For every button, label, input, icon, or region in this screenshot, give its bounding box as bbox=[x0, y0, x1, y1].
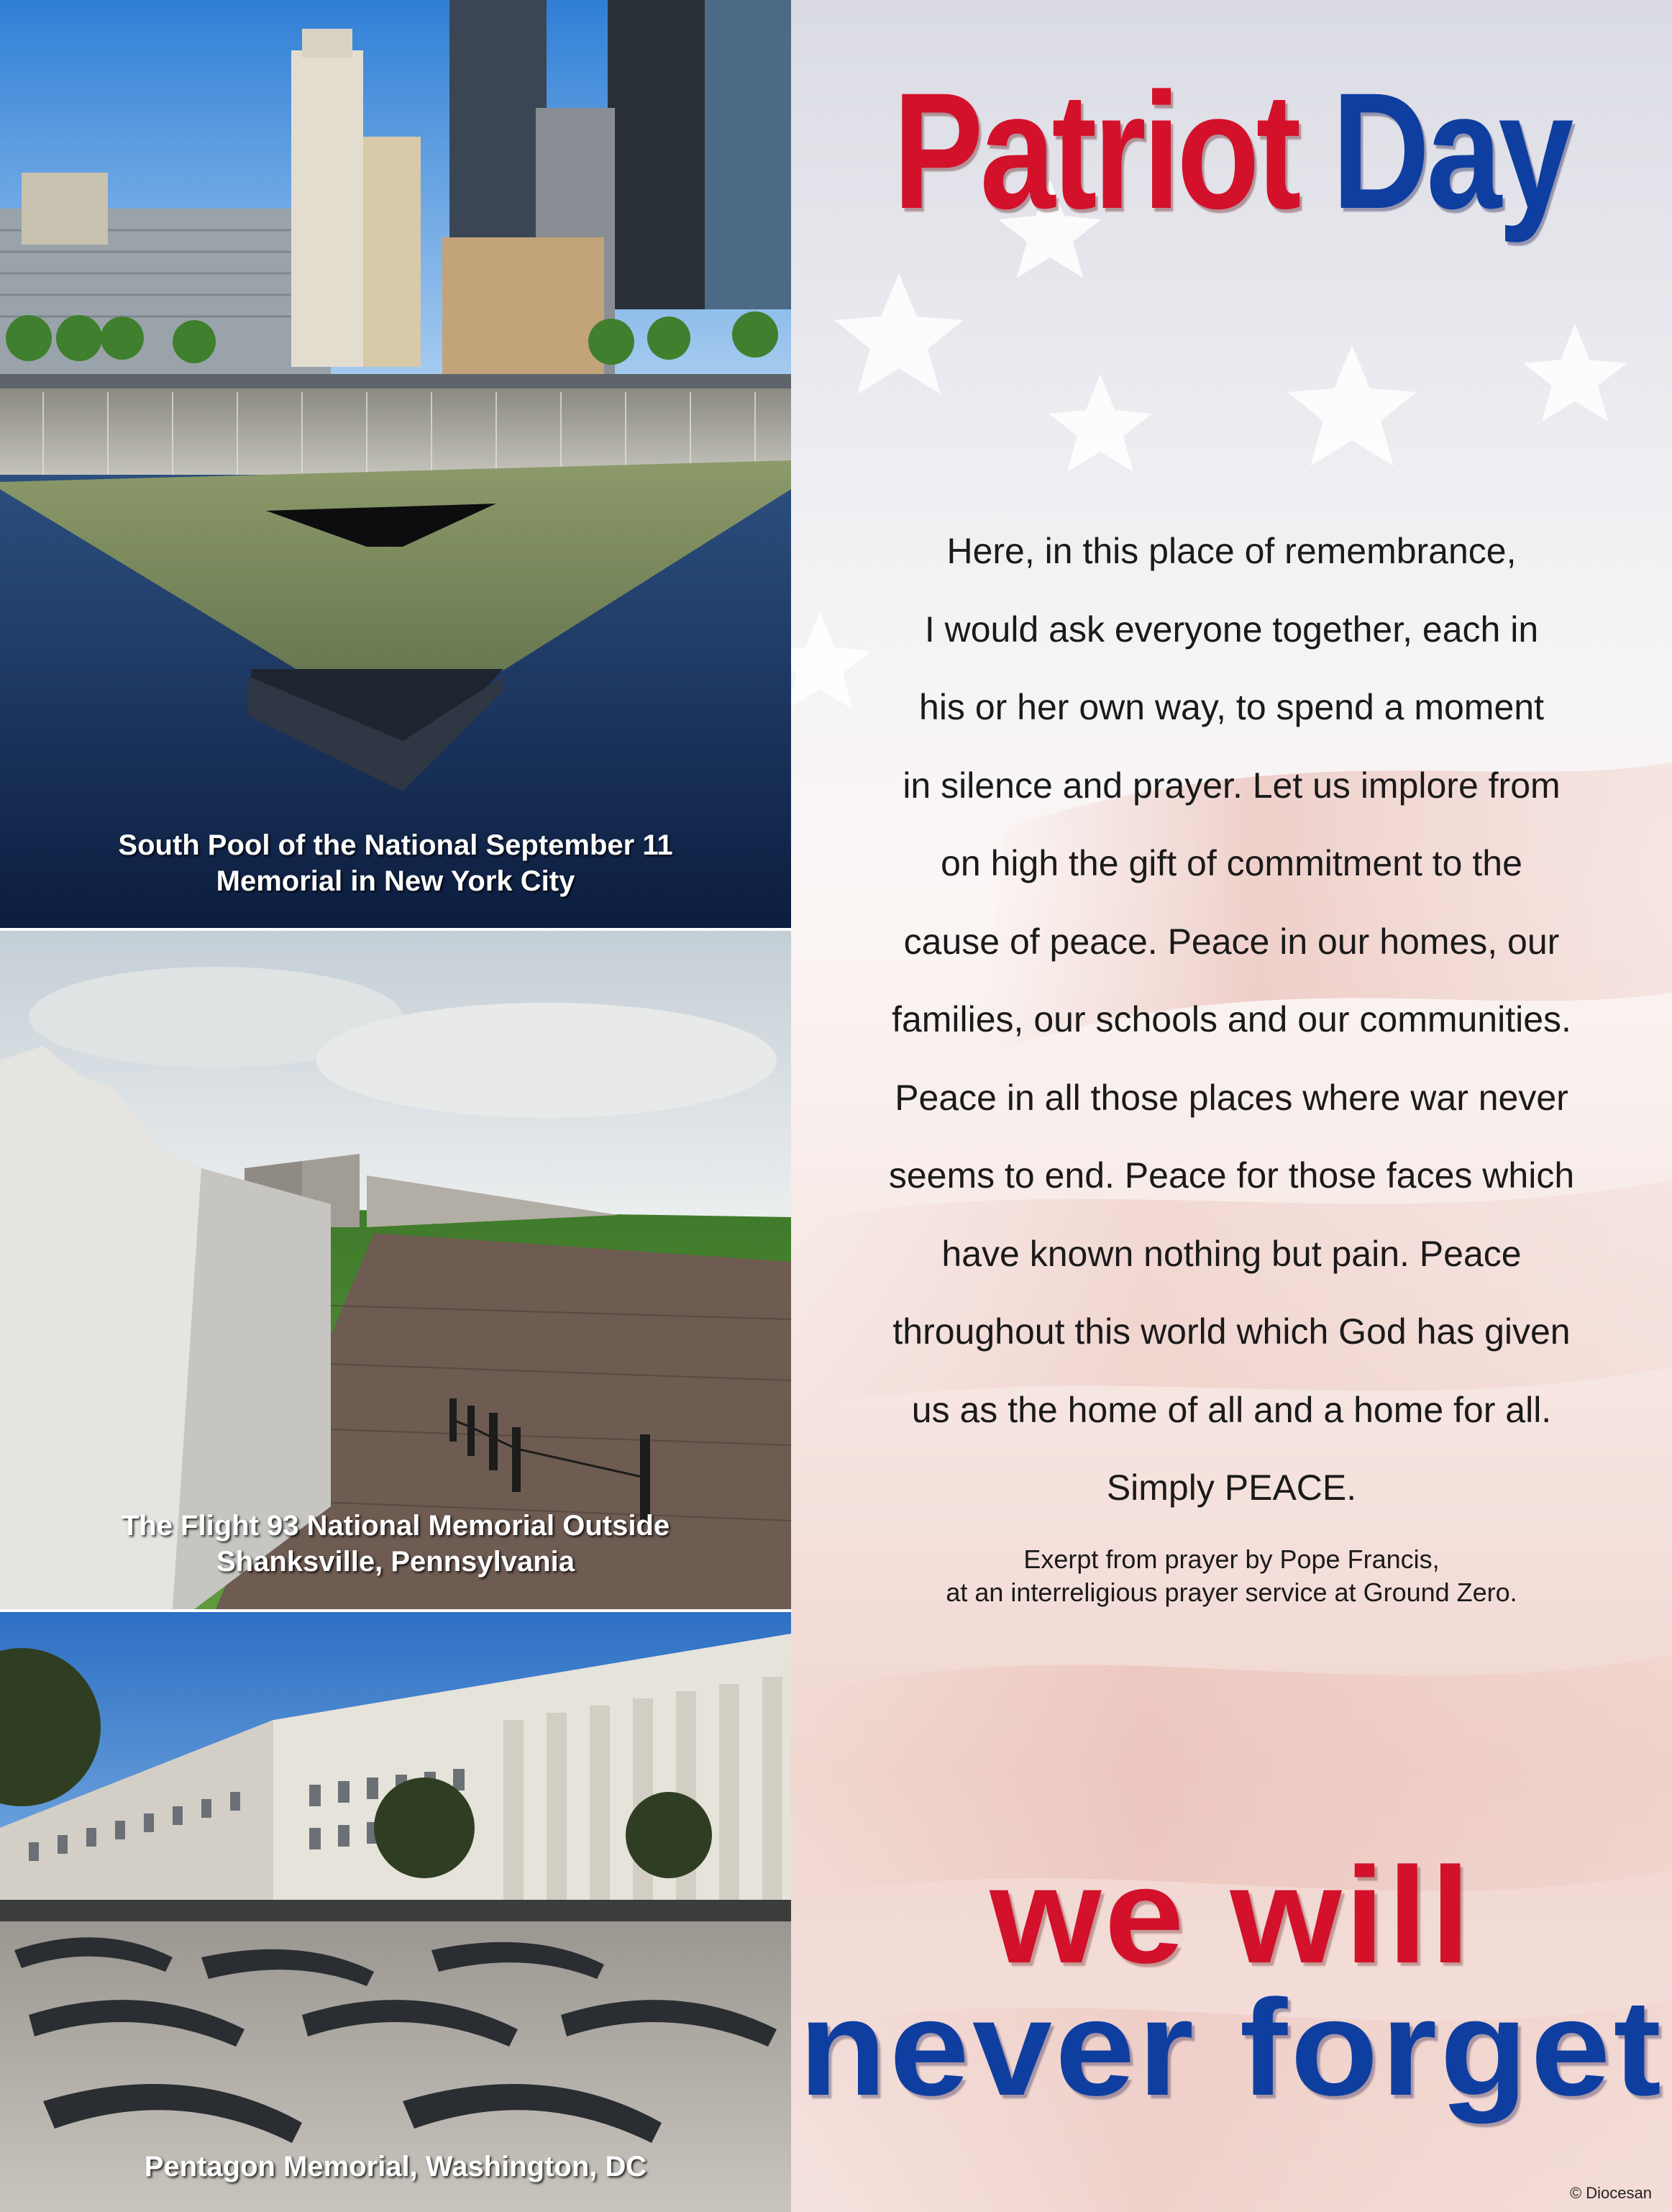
prayer-line: throughout this world which God has given bbox=[892, 1311, 1571, 1352]
page-title bbox=[870, 58, 1593, 243]
caption-line: The Flight 93 National Memorial Outside bbox=[121, 1510, 670, 1542]
flight-93-caption bbox=[0, 1508, 791, 1580]
prayer-line: cause of peace. Peace in our homes, our bbox=[903, 921, 1560, 962]
south-pool-image bbox=[0, 0, 791, 928]
prayer-line: Peace in all those places where war never bbox=[895, 1077, 1568, 1118]
caption-line: South Pool of the National September 11 bbox=[118, 829, 673, 861]
prayer-line: his or her own way, to spend a moment bbox=[919, 687, 1544, 727]
prayer-line: families, our schools and our communities. bbox=[892, 999, 1571, 1039]
prayer-line: Simply PEACE. bbox=[1106, 1467, 1357, 1508]
prayer-line: in silence and prayer. Let us implore from bbox=[903, 765, 1561, 806]
prayer-line: us as the home of all and a home for all. bbox=[911, 1389, 1552, 1430]
prayer-line: I would ask everyone together, each in bbox=[924, 609, 1539, 650]
prayer-text bbox=[805, 512, 1658, 1527]
photo-south-pool bbox=[0, 0, 791, 928]
title-word-day: Day bbox=[1332, 58, 1571, 243]
attribution-line: at an interreligious prayer service at Ground Zero. bbox=[946, 1578, 1517, 1607]
photo-column bbox=[0, 0, 791, 2212]
prayer-line: Here, in this place of remembrance, bbox=[946, 531, 1517, 571]
prayer-line: have known nothing but pain. Peace bbox=[941, 1233, 1522, 1274]
prayer-line: on high the gift of commitment to the bbox=[941, 843, 1522, 883]
south-pool-caption bbox=[0, 827, 791, 899]
caption-line: Memorial in New York City bbox=[216, 865, 575, 897]
text-column bbox=[791, 0, 1672, 2212]
prayer-line: seems to end. Peace for those faces which bbox=[888, 1155, 1575, 1196]
slogan-we-will: we will bbox=[990, 1839, 1474, 1992]
title-word-patriot: Patriot bbox=[892, 58, 1298, 243]
photo-pentagon bbox=[0, 1612, 791, 2212]
copyright-notice: © Diocesan bbox=[1569, 2184, 1652, 2202]
caption-line: Pentagon Memorial, Washington, DC bbox=[144, 2151, 647, 2183]
pentagon-caption bbox=[0, 2149, 791, 2185]
attribution-line: Exerpt from prayer by Pope Francis, bbox=[1023, 1544, 1440, 1574]
prayer-attribution bbox=[805, 1543, 1658, 1609]
photo-flight-93 bbox=[0, 931, 791, 1609]
caption-line: Shanksville, Pennsylvania bbox=[216, 1546, 575, 1578]
pentagon-image bbox=[0, 1612, 791, 2212]
slogan-never-forget: never forget bbox=[798, 1972, 1665, 2124]
